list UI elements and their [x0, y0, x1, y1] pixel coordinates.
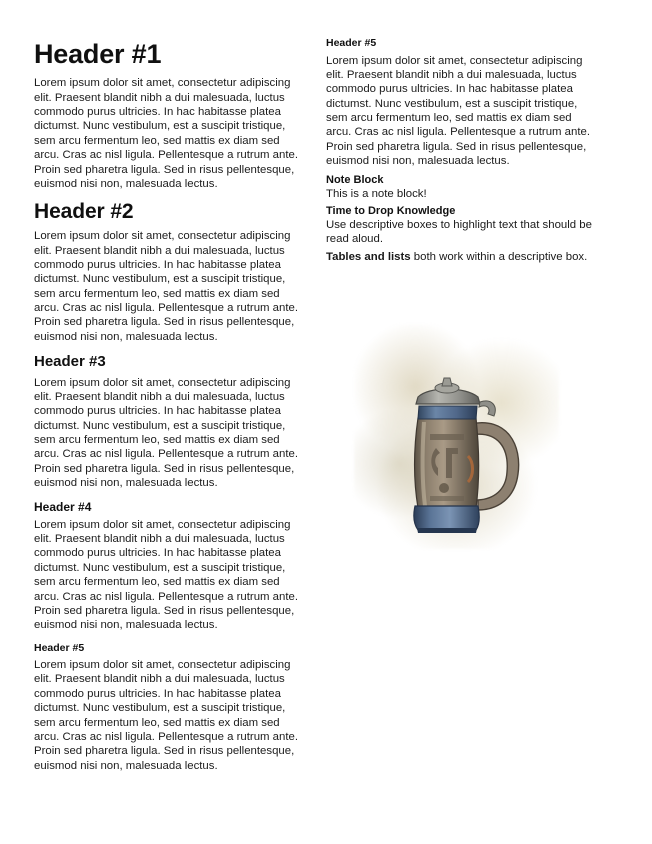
descriptive-block-line-1: Use descriptive boxes to highlight text that should be read aloud.	[326, 218, 592, 246]
heading-4: Header #4	[34, 499, 92, 514]
note-block-text: This is a note block!	[326, 188, 427, 201]
two-column-layout	[0, 30, 652, 775]
left-column	[34, 30, 300, 775]
body-paragraph-1: Lorem ipsum dolor sit amet, consectetur adipiscing elit. Praesent blandit nibh a dui malesuada, luctus commodo purus ultricies. In hac habitasse platea dictumst. Nunc vestibulum, est a suscipit tristique, sem arcu fermentum leo, sed mattis ex diam sed arcu. Cras ac nisl ligula. Pellentesque a rutrum ante. Proin sed pharetra ligula. Sed in risus pellentesque, euismod nisi non, malesuada lectus.	[34, 77, 299, 190]
heading-2: Header #2	[34, 200, 134, 224]
descriptive-block-line-2-rest: both work within a descriptive box.	[410, 250, 588, 263]
heading-5: Header #5	[34, 641, 85, 654]
body-paragraph-right: Lorem ipsum dolor sit amet, consectetur adipiscing elit. Praesent blandit nibh a dui malesuada, luctus commodo purus ultricies. In hac habitasse platea dictumst. Nunc vestibulum, est a suscipit tristique, sem arcu fermentum leo, sed mattis ex diam sed arcu. Cras ac nisl ligula. Pellentesque a rutrum ante. Proin sed pharetra ligula. Sed in risus pellentesque, euismod nisi non, malesuada lectus.	[326, 54, 591, 168]
body-paragraph-2: Lorem ipsum dolor sit amet, consectetur adipiscing elit. Praesent blandit nibh a dui malesuada, luctus commodo purus ultricies. In hac habitasse platea dictumst. Nunc vestibulum, est a suscipit tristique, sem arcu fermentum leo, sed mattis ex diam sed arcu. Cras ac nisl ligula. Pellentesque a rutrum ante. Proin sed pharetra ligula. Sed in risus pellentesque, euismod nisi non, malesuada lectus.	[34, 230, 299, 343]
descriptive-block-title: Time to Drop Knowledge	[326, 204, 456, 217]
beer-stein-illustration	[326, 306, 592, 566]
body-paragraph-3: Lorem ipsum dolor sit amet, consectetur adipiscing elit. Praesent blandit nibh a dui malesuada, luctus commodo purus ultricies. In hac habitasse platea dictumst. Nunc vestibulum, est a suscipit tristique, sem arcu fermentum leo, sed mattis ex diam sed arcu. Cras ac nisl ligula. Pellentesque a rutrum ante. Proin sed pharetra ligula. Sed in risus pellentesque, euismod nisi non, malesuada lectus.	[34, 376, 299, 490]
descriptive-block-line-2-bold: Tables and lists	[326, 250, 411, 263]
beer-stein-icon	[326, 306, 592, 566]
body-paragraph-5: Lorem ipsum dolor sit amet, consectetur adipiscing elit. Praesent blandit nibh a dui malesuada, luctus commodo purus ultricies. In hac habitasse platea dictumst. Nunc vestibulum, est a suscipit tristique, sem arcu fermentum leo, sed mattis ex diam sed arcu. Cras ac nisl ligula. Pellentesque a rutrum ante. Proin sed pharetra ligula. Sed in risus pellentesque, euismod nisi non, malesuada lectus.	[34, 659, 299, 772]
descriptive-block	[326, 205, 592, 264]
right-column	[326, 30, 592, 775]
note-block-title: Note Block	[326, 174, 384, 187]
body-paragraph-4: Lorem ipsum dolor sit amet, consectetur adipiscing elit. Praesent blandit nibh a dui malesuada, luctus commodo purus ultricies. In hac habitasse platea dictumst. Nunc vestibulum, est a suscipit tristique, sem arcu fermentum leo, sed mattis ex diam sed arcu. Cras ac nisl ligula. Pellentesque a rutrum ante. Proin sed pharetra ligula. Sed in risus pellentesque, euismod nisi non, malesuada lectus.	[34, 518, 299, 632]
note-block	[326, 174, 592, 201]
descriptive-block-line-2	[326, 250, 592, 264]
heading-5-right: Header #5	[326, 37, 377, 49]
heading-1: Header #1	[34, 39, 162, 69]
heading-3: Header #3	[34, 353, 106, 371]
